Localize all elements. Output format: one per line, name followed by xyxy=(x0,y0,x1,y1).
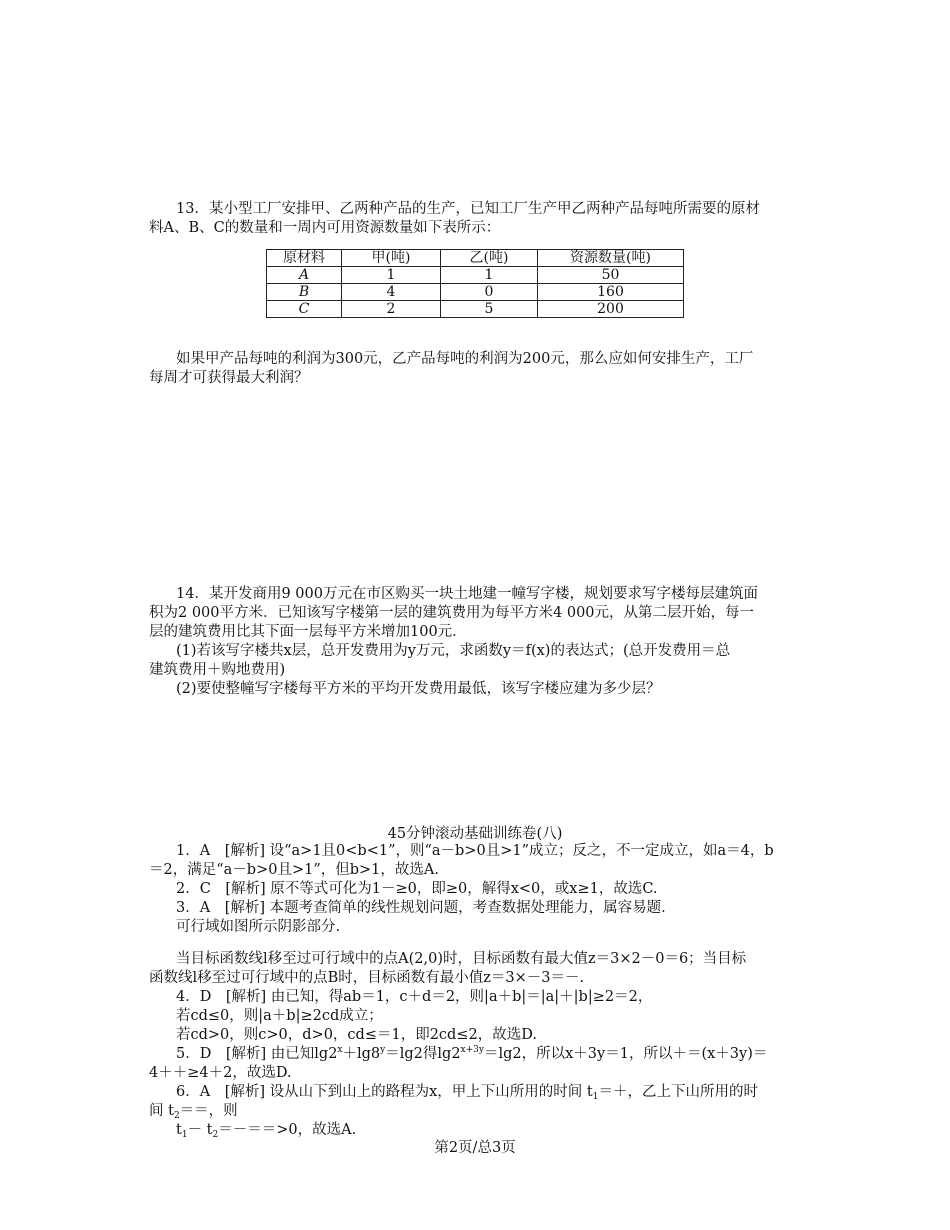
table-header-cell: 资源数量(吨) xyxy=(538,250,684,267)
table-header-cell: 原材料 xyxy=(267,250,342,267)
exponent: x+3y xyxy=(460,1045,484,1055)
table-cell: 50 xyxy=(538,267,684,284)
answer-5-text: ＝lg2得lg2 xyxy=(385,1046,461,1062)
answer-4-line-3: 若cd>0，则c>0，d>0，cd≤＝1，即2cd≤2，故选D. xyxy=(176,1027,537,1043)
answer-6-text: 6．A [解析] 设从山下到山上的路程为x，甲上下山所用的时间 t xyxy=(176,1084,593,1100)
answer-6-text: ＝＝，则 xyxy=(179,1103,238,1119)
answer-1-line-1: 1．A [解析] 设“a>1且0<b<1”，则“a－b>0且>1”成立；反之，不一定成立，如a＝4，b xyxy=(176,843,774,859)
q13-line-1: 13．某小型工厂安排甲、乙两种产品的生产，已知工厂生产甲乙两种产品每吨所需要的原材 xyxy=(176,201,760,217)
q14-line-4: (1)若该写字楼共x层，总开发费用为y万元，求函数y＝f(x)的表达式；(总开发费用＝总 xyxy=(176,643,731,659)
table-cell: 200 xyxy=(538,301,684,318)
page-footer: 第2页/总3页 xyxy=(434,1140,516,1156)
answer-4-line-2: 若cd≤0，则|a＋b|≥2cd成立； xyxy=(176,1008,383,1024)
q14-line-6: (2)要使整幢写字楼每平方米的平均开发费用最低，该写字楼应建为多少层？ xyxy=(176,681,661,697)
subscript: 1 xyxy=(592,1092,599,1102)
table-header-cell: 甲(吨) xyxy=(342,250,441,267)
table-cell: 5 xyxy=(441,301,538,318)
answer-6-text: t xyxy=(176,1122,182,1138)
q14-line-1: 14．某开发商用9 000万元在市区购买一块土地建一幢写字楼，规划要求写字楼每层建筑面 xyxy=(176,586,758,602)
table-header-cell: 乙(吨) xyxy=(441,250,538,267)
table-row xyxy=(267,267,684,284)
resource-table xyxy=(266,249,684,318)
answer-3-line-c1: 当目标函数线l移至过可行域中的点A(2,0)时，目标函数有最大值z＝3×2－0＝6；当目标 xyxy=(176,951,747,967)
table-cell: 1 xyxy=(342,267,441,284)
answers-title: 45分钟滚动基础训练卷(八) xyxy=(387,826,563,842)
table-cell: B xyxy=(267,284,342,301)
answer-6-line-1 xyxy=(176,1083,758,1101)
answer-6-text: － t xyxy=(187,1122,213,1138)
table-row xyxy=(267,284,684,301)
q14-line-5: 建筑费用＋购地费用) xyxy=(149,662,286,678)
answer-6-text: ＝＋，乙上下山所用的时 xyxy=(598,1084,758,1100)
answer-6-line-2 xyxy=(149,1102,238,1120)
answer-6-text: 间 t xyxy=(149,1103,174,1119)
answer-5-line-1 xyxy=(176,1045,767,1063)
subscript: 1 xyxy=(181,1130,188,1140)
answer-3-line-c2: 函数线l移至过可行域中的点B时，目标函数有最小值z＝3×－3＝－. xyxy=(149,970,585,986)
exponent: y xyxy=(380,1045,386,1055)
answer-5-line-2: 4＋＋≥4＋2，故选D. xyxy=(149,1065,292,1081)
subscript: 2 xyxy=(173,1111,180,1121)
answer-2: 2．C [解析] 原不等式可化为1－≥0，即≥0，解得x<0，或x≥1，故选C. xyxy=(176,881,658,897)
answer-5-text: ＝lg2，所以x＋3y＝1，所以＋＝(x＋3y)＝ xyxy=(483,1046,768,1062)
q14-line-2: 积为2 000平方米．已知该写字楼第一层的建筑费用为每平方米4 000元，从第二层开始，每一 xyxy=(149,605,755,621)
table-cell: A xyxy=(267,267,342,284)
table-cell: 160 xyxy=(538,284,684,301)
table-header-row xyxy=(267,250,684,267)
table-row xyxy=(267,301,684,318)
q13-line-4: 每周才可获得最大利润？ xyxy=(149,370,309,386)
table-cell: 4 xyxy=(342,284,441,301)
answer-1-line-2: ＝2，满足“a－b>0且>1”，但b>1，故选A. xyxy=(149,862,439,878)
table-cell: 2 xyxy=(342,301,441,318)
answer-3: 3．A [解析] 本题考查简单的线性规划问题，考查数据处理能力，属容易题． xyxy=(176,900,676,916)
answer-5-text: ＋lg8 xyxy=(342,1046,381,1062)
table-cell: C xyxy=(267,301,342,318)
exponent: x xyxy=(337,1045,343,1055)
q13-line-3: 如果甲产品每吨的利润为300元，乙产品每吨的利润为200元，那么应如何安排生产，工厂 xyxy=(176,351,754,367)
subscript: 2 xyxy=(212,1130,219,1140)
q13-line-2: 料A、B、C的数量和一周内可用资源数量如下表所示： xyxy=(149,220,501,236)
table-cell: 1 xyxy=(441,267,538,284)
answer-3-feasible-region: 可行域如图所示阴影部分. xyxy=(176,919,341,935)
q14-line-3: 层的建筑费用比其下面一层每平方米增加100元． xyxy=(149,624,467,640)
answer-5-text: 5．D [解析] 由已知lg2 xyxy=(176,1046,338,1062)
table-cell: 0 xyxy=(441,284,538,301)
answer-4-line-1: 4．D [解析] 由已知，得ab＝1，c＋d＝2，则|a＋b|＝|a|＋|b|≥2＝2， xyxy=(176,989,653,1005)
answer-6-text: ＝－＝＝>0，故选A. xyxy=(218,1122,357,1138)
